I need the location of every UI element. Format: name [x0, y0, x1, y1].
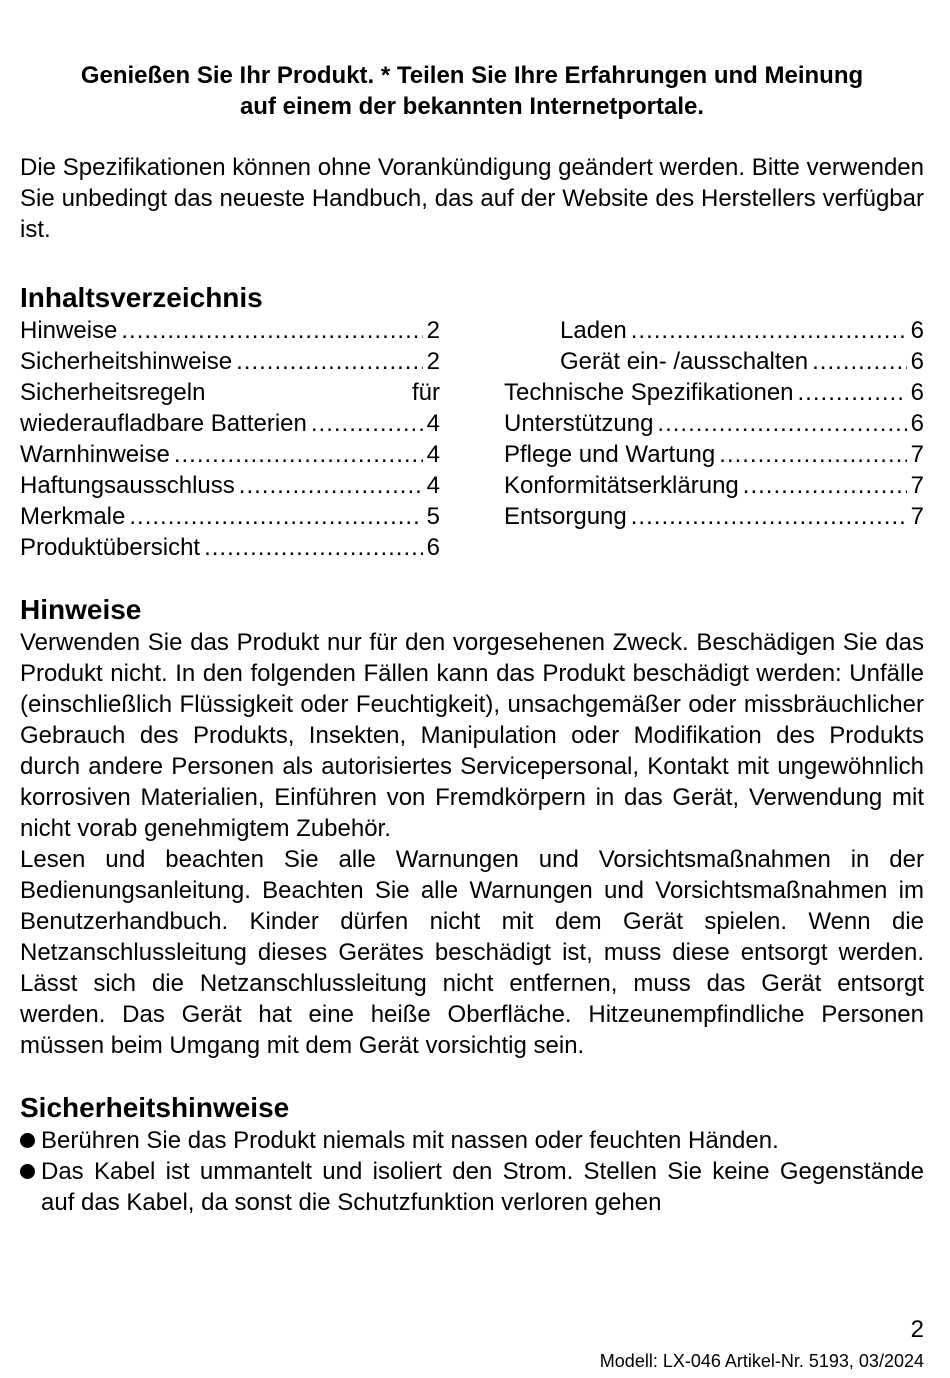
toc-entry-title: Haftungsausschluss [20, 472, 235, 499]
toc-entry-title: Hinweise [20, 317, 118, 344]
section-heading-hinweise: Hinweise [20, 594, 142, 625]
intro-line-1: Genießen Sie Ihr Produkt. * Teilen Sie Ihre Erfahrungen und Meinung [80, 62, 864, 89]
toc-entry-page: 7 [910, 472, 924, 499]
toc-entry[interactable] [20, 439, 440, 470]
toc-entry-page: 7 [910, 441, 924, 468]
toc-entry[interactable] [504, 501, 924, 532]
toc-entry[interactable] [504, 408, 924, 439]
hinweise-paragraph-2: Lesen und beachten Sie alle Warnungen und Vorsichtsmaßnahmen in der Bedienungsanleitung. Beachten Sie alle Warnungen und Vorsichtsmaßnahmen im Benutzerhandbuch. Kinder dürfen nicht mit dem Gerät spielen. Wenn die Netzanschlussleitung dieses Gerätes beschädigt ist, muss diese entsorgt werden. Lässt sich die Netzanschlussleitung nicht entfernen, muss das Gerät entsorgt werden. Das Gerät hat eine heiße Oberfläche. Hitzeunempfindliche Personen müssen beim Umgang mit dem Gerät vorsichtig sein. [20, 846, 924, 1059]
toc-entry-title: Pflege und Wartung [504, 441, 716, 468]
toc-entry-title: Entsorgung [504, 503, 627, 530]
spec-notice: Die Spezifikationen können ohne Vorankündigung geändert werden. Bitte verwenden Sie unbedingt das neueste Handbuch, das auf der Website des Herstellers verfügbar ist. [20, 154, 924, 243]
page-number: 2 [910, 1316, 924, 1343]
bullet-text: Das Kabel ist ummantelt und isoliert den Strom. Stellen Sie keine Gegenstände auf das Kabel, da sonst die Schutzfunktion verloren gehen [41, 1158, 924, 1216]
toc-entry[interactable] [504, 346, 924, 377]
bullet-dot-icon [20, 1133, 35, 1148]
toc-dot-leader [174, 439, 423, 470]
intro-line-2: auf einem der bekannten Internetportale. [239, 93, 705, 120]
toc-dot-leader [631, 501, 907, 532]
toc-right-column [504, 315, 924, 563]
toc-entry-title: Merkmale [20, 503, 126, 530]
toc-entry-title: Produktübersicht [20, 534, 201, 561]
toc-heading: Inhaltsverzeichnis [20, 282, 263, 313]
toc-entry-title: Gerät ein- /ausschalten [560, 348, 809, 375]
toc-entry-page: 6 [910, 348, 924, 375]
toc-entry[interactable] [20, 532, 440, 563]
toc-entry[interactable] [504, 470, 924, 501]
document-page [20, 60, 924, 1218]
toc-dot-leader [812, 346, 907, 377]
toc-entry-title: Sicherheitshinweise [20, 348, 233, 375]
section-heading-sicherheitshinweise: Sicherheitshinweise [20, 1092, 290, 1123]
bullet-item [20, 1156, 924, 1218]
toc-entry-page: 6 [910, 379, 924, 406]
toc-entry[interactable] [504, 439, 924, 470]
toc-entry-page: 4 [426, 410, 440, 437]
hinweise-paragraph-1: Verwenden Sie das Produkt nur für den vorgesehenen Zweck. Beschädigen Sie das Produkt nicht. In den folgenden Fällen kann das Produkt beschädigt werden: Unfälle (einschließlich Flüssigkeit oder Feuchtigkeit), unsachgemäßer oder missbräuchlicher Gebrauch des Produkts, Insekten, Manipulation oder Modifikation des Produkts durch andere Personen als autorisiertes Servicepersonal, Kontakt mit ungewöhnlich korrosiven Materialien, Einführen von Fremdkörpern in das Gerät, Verwendung mit nicht vorab genehmigtem Zubehör. [20, 629, 924, 842]
bullet-dot-icon [20, 1164, 35, 1179]
toc-entry-page: 4 [426, 441, 440, 468]
toc-entry-page: 5 [426, 503, 440, 530]
toc-dot-leader [204, 532, 423, 563]
toc-dot-leader [631, 315, 907, 346]
toc-entry-page: 2 [426, 348, 440, 375]
toc-entry[interactable] [20, 346, 440, 377]
toc-dot-leader [798, 377, 907, 408]
toc-entry[interactable] [20, 470, 440, 501]
toc-entry[interactable] [20, 408, 440, 439]
toc-entry[interactable] [504, 315, 924, 346]
bullet-item [20, 1125, 924, 1156]
toc-entry-title: Unterstützung [504, 410, 654, 437]
toc-entry-wrapped[interactable] [20, 377, 440, 408]
toc-entry-title: wiederaufladbare Batterien [20, 410, 307, 437]
toc-left-column [20, 315, 440, 563]
toc-dot-leader [743, 470, 907, 501]
bullet-text: Berühren Sie das Produkt niemals mit nassen oder feuchten Händen. [41, 1127, 779, 1154]
toc-entry-title-cont: für [411, 379, 440, 406]
toc-dot-leader [129, 501, 422, 532]
table-of-contents [20, 315, 924, 563]
toc-entry-page: 2 [426, 317, 440, 344]
toc-entry-title: Warnhinweise [20, 441, 170, 468]
toc-dot-leader [311, 408, 423, 439]
toc-dot-leader [657, 408, 906, 439]
toc-dot-leader [121, 315, 422, 346]
toc-dot-leader [236, 346, 423, 377]
toc-entry[interactable] [504, 377, 924, 408]
toc-entry[interactable] [20, 501, 440, 532]
toc-entry-page: 6 [910, 410, 924, 437]
toc-entry-title: Laden [560, 317, 627, 344]
toc-entry-title: Konformitätserklärung [504, 472, 739, 499]
toc-entry-title: Sicherheitsregeln [20, 379, 206, 406]
toc-entry-page: 4 [426, 472, 440, 499]
toc-dot-leader [239, 470, 423, 501]
footer-model-info: Modell: LX-046 Artikel-Nr. 5193, 03/2024 [599, 1351, 924, 1371]
toc-entry-title: Technische Spezifikationen [504, 379, 794, 406]
toc-entry-page: 6 [910, 317, 924, 344]
toc-entry-page: 7 [910, 503, 924, 530]
toc-entry-page: 6 [426, 534, 440, 561]
toc-dot-leader [719, 439, 906, 470]
toc-entry[interactable] [20, 315, 440, 346]
